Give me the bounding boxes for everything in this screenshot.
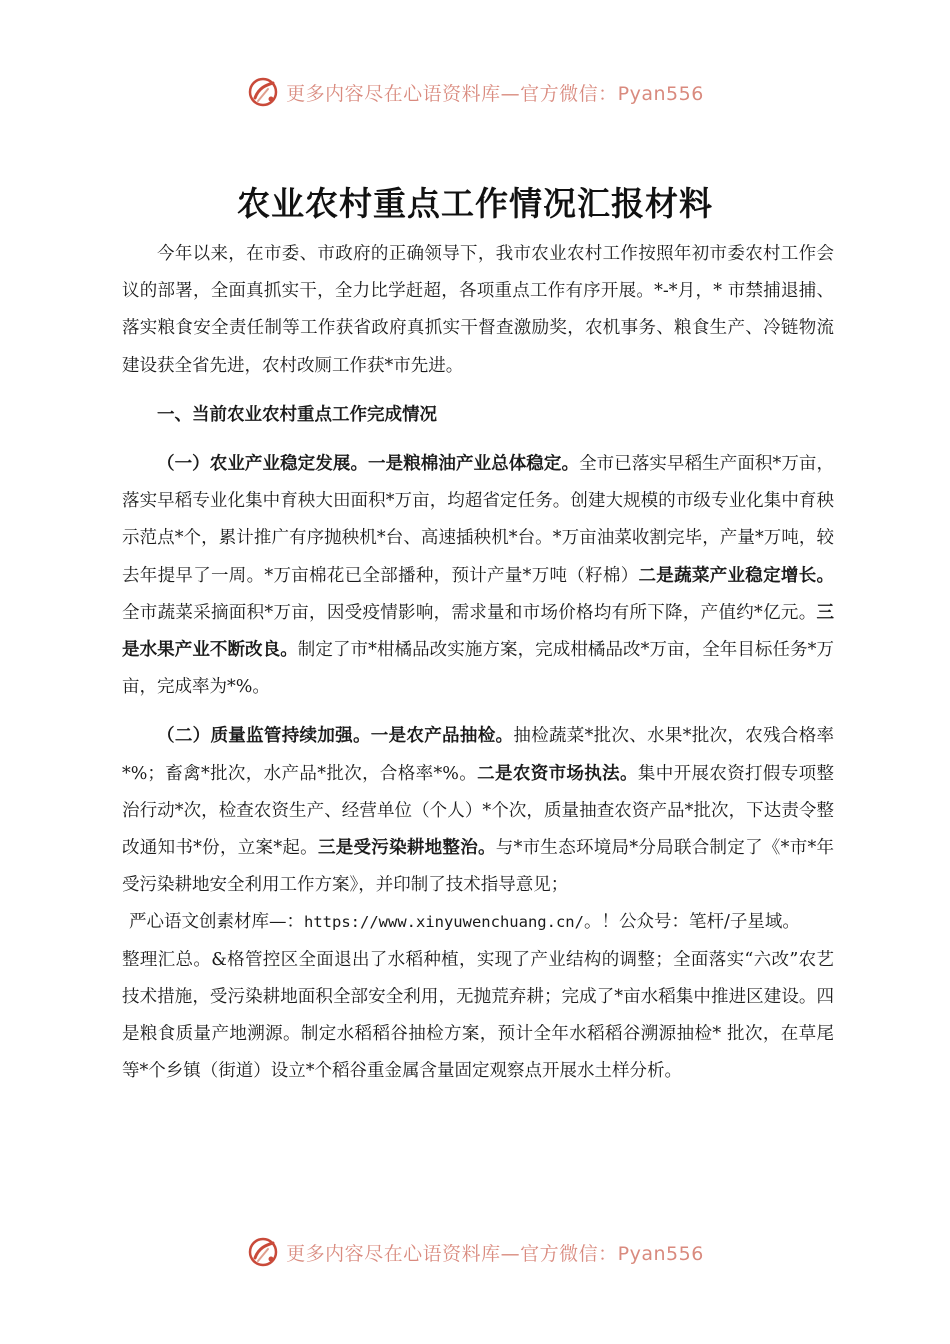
part2-sub1-text: 抽检蔬菜*批次、水果*批次，农残合格率*%；畜禽*批次，水产品*批次，合格率*%。 <box>122 726 835 784</box>
part2-sub3-label: 三是受污染耕地整治。 <box>317 838 496 859</box>
brand-logo-icon <box>246 1235 280 1269</box>
ad-suffix: 。！公众号：笔杆/子星域。 <box>583 912 800 933</box>
ad-url-link[interactable]: https://www.xinyuwenchuang.cn/ <box>304 913 584 932</box>
document-title: 农业农村重点工作情况汇报材料 <box>237 184 713 223</box>
part1-sub1-label: 一是粮棉油产业总体稳定。 <box>368 454 580 475</box>
part1-sub3-label: 三是水果产业不断改良。 <box>122 602 834 661</box>
header-banner <box>0 72 950 112</box>
part2-sub2-label: 二是农资市场执法。 <box>477 763 638 784</box>
part1-sub2-label: 二是蔬菜产业稳定增长。 <box>638 565 834 586</box>
part2-heading: （二）质量监管持续加强。 <box>157 726 371 747</box>
header-slogan: 更多内容尽在心语资料库—官方微信：Pyan556 <box>286 82 704 105</box>
part2-continued: 整理汇总。&格管控区全面退出了水稻种植，实现了产业结构的调整；全面落实“六改”农艺技术措施，受污染耕地面积全部安全利用，无抛荒弃耕；完成了*亩水稻集中推进区建设。四是粮食质量产地溯源。制定水稻稻谷抽检方案，预计全年水稻稻谷溯源抽检* 批次，在草尾等*个乡镇（街道）设立*个稻谷重金属含量固定观察点开展水土样分析。 <box>122 949 834 1082</box>
part1-sub1-text: 全市已落实早稻生产面积*万亩，落实早稻专业化集中育秧大田面积*万亩，均超省定任务。创建大规模的市级专业化集中育秧示范点*个，累计推广有序抛秧机*台、高速插秧机*台。*万亩油菜收割完毕，产量*万吨，较去年提早了一周。*万亩棉花已全部播种，预计产量*万吨（籽棉） <box>122 454 835 586</box>
document-body <box>122 236 834 1090</box>
ad-line <box>122 904 834 941</box>
section-heading: 一、当前农业农村重点工作完成情况 <box>157 404 437 425</box>
footer-slogan: 更多内容尽在心语资料库—官方微信：Pyan556 <box>286 1242 704 1265</box>
part1-sub3-text: 制定了市*柑橘品改实施方案，完成柑橘品改*万亩，全年目标任务*万亩，完成率为*%。 <box>122 640 835 698</box>
part2-sub3-text: 与*市生态环境局*分局联合制定了《*市*年受污染耕地安全利用工作方案》，并印制了技术指导意见； <box>122 838 835 896</box>
part2-paragraph <box>122 718 834 904</box>
brand-logo-icon <box>246 75 280 109</box>
footer-banner <box>0 1232 950 1272</box>
part1-paragraph <box>122 446 834 706</box>
part1-sub2-text: 全市蔬菜采摘面积*万亩，因受疫情影响，需求量和市场价格均有所下降，产值约*亿元。 <box>122 602 817 623</box>
part2-sub1-label: 一是农产品抽检。 <box>370 726 514 747</box>
part1-heading: （一）农业产业稳定发展。 <box>157 454 369 475</box>
intro-paragraph: 今年以来，在市委、市政府的正确领导下，我市农业农村工作按照年初市委农村工作会议的部署，全面真抓实干，全力比学赶超，各项重点工作有序开展。*-*月，* 市禁捕退捕、落实粮食安全责任制等工作获省政府真抓实干督查激励奖，农机事务、粮食生产、冷链物流建设获全省先进，农村改厕工作获*市先进。 <box>122 244 834 376</box>
part2-sub2-text: 集中开展农资打假专项整治行动*次，检查农资生产、经营单位（个人）*个次，质量抽查农资产品*批次，下达责令整改通知书*份，立案*起。 <box>122 763 835 859</box>
ad-prefix: 严心语文创素材库—： <box>129 912 304 933</box>
